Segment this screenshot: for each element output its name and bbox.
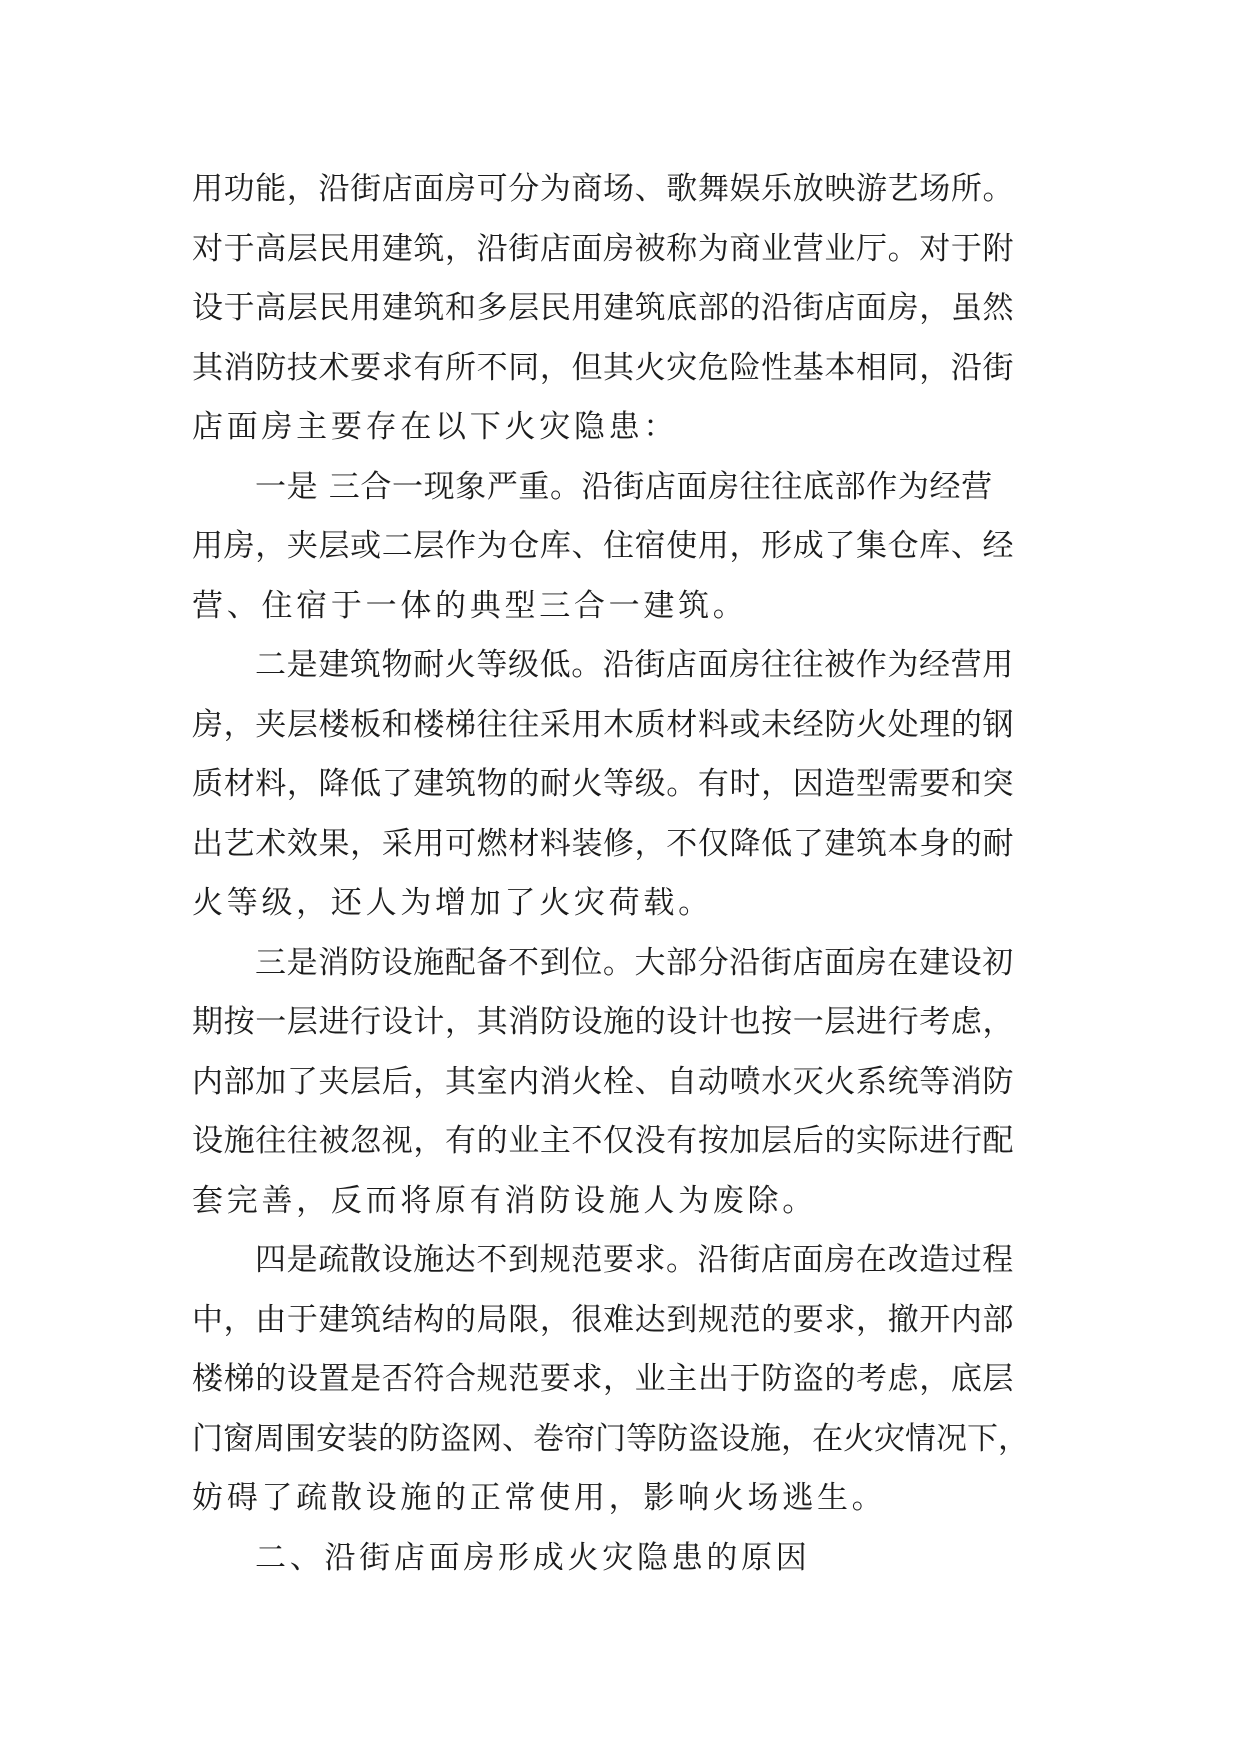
text-line: 门窗周围安装的防盗网、卷帘门等防盗设施，在火灾情况下， — [192, 1420, 1029, 1457]
text-line: 营、住宿于一体的典型三合一建筑。 — [192, 587, 748, 624]
text-line: 期按一层进行设计，其消防设施的设计也按一层进行考虑， — [192, 1004, 1015, 1040]
text-line: 一是 三合一现象严重。沿街店面房往往底部作为经营 — [255, 468, 993, 505]
text-line: 四是疏散设施达不到规范要求。沿街店面房在改造过程 — [255, 1242, 1014, 1278]
text-line: 质材料，降低了建筑物的耐火等级。有时，因造型需要和突 — [192, 766, 1015, 802]
text-line: 楼梯的设置是否符合规范要求，业主出于防盗的考虑，底层 — [192, 1361, 1015, 1397]
text-line: 用功能，沿街店面房可分为商场、歌舞娱乐放映游艺场所。 — [192, 171, 1015, 207]
text-line: 设施往往被忽视，有的业主不仅没有按加层后的实际进行配 — [192, 1123, 1015, 1159]
text-line: 内部加了夹层后，其室内消火栓、自动喷水灭火系统等消防 — [192, 1063, 1015, 1100]
text-line: 设于高层民用建筑和多层民用建筑底部的沿街店面房，虽然 — [192, 290, 1015, 326]
text-line: 店面房主要存在以下火灾隐患： — [192, 409, 679, 445]
text-line: 其消防技术要求有所不同，但其火灾危险性基本相同，沿街 — [192, 349, 1015, 386]
text-line: 出艺术效果，采用可燃材料装修，不仅降低了建筑本身的耐 — [192, 825, 1015, 862]
text-line: 房，夹层楼板和楼梯往往采用木质材料或未经防火处理的钢 — [192, 706, 1015, 743]
text-line: 用房，夹层或二层作为仓库、住宿使用，形成了集仓库、经 — [192, 528, 1015, 564]
text-line: 三是消防设施配备不到位。大部分沿街店面房在建设初 — [255, 944, 1014, 981]
body-text — [192, 160, 1072, 1588]
text-line: 套完善，反而将原有消防设施人为废除。 — [192, 1182, 817, 1219]
text-line: 对于高层民用建筑，沿街店面房被称为商业营业厅。对于附 — [192, 230, 1015, 267]
text-line: 中，由于建筑结构的局限，很难达到规范的要求，撤开内部 — [192, 1301, 1015, 1338]
text-line: 二、沿街店面房形成火灾隐患的原因 — [255, 1539, 811, 1576]
text-line: 二是建筑物耐火等级低。沿街店面房往往被作为经营用 — [255, 647, 1014, 683]
text-line: 妨碍了疏散设施的正常使用，影响火场逃生。 — [192, 1480, 887, 1516]
text-line: 火等级，还人为增加了火灾荷载。 — [192, 885, 713, 921]
